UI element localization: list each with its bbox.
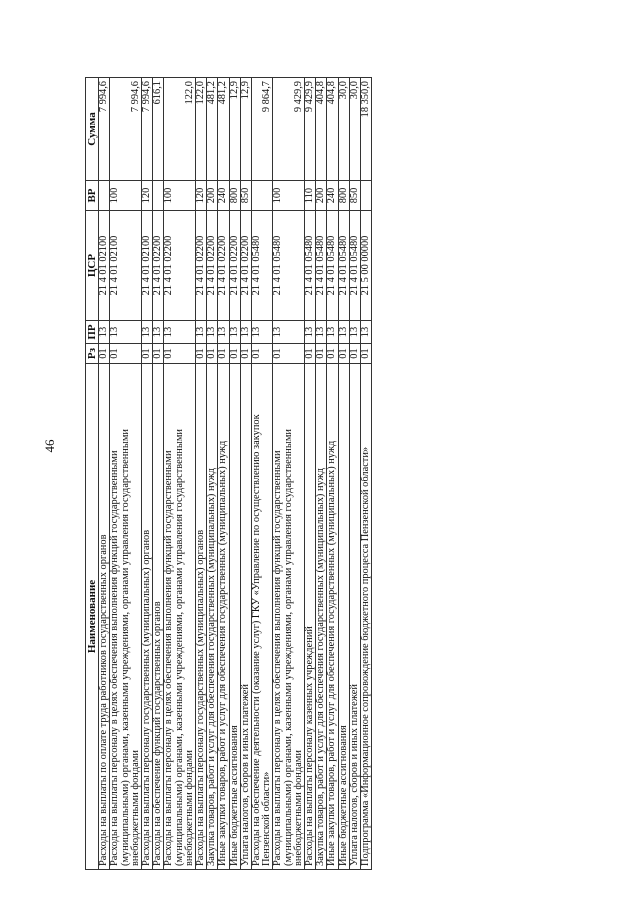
cell-sum: 12,9	[240, 78, 251, 181]
cell-rz: 01	[142, 344, 153, 364]
cell-vr	[99, 181, 110, 211]
cell-rz: 01	[153, 344, 164, 364]
cell-vr	[153, 181, 164, 211]
cell-vr: 120	[142, 181, 153, 211]
cell-rz: 01	[305, 344, 316, 364]
rotated-page	[85, 78, 372, 870]
cell-rz: 01	[164, 344, 196, 364]
table-row	[327, 78, 338, 870]
cell-pr: 13	[273, 321, 305, 344]
cell-rz: 01	[327, 344, 338, 364]
cell-name: Уплата налогов, сборов и иных платежей	[349, 364, 360, 870]
table-row	[207, 78, 218, 870]
cell-name: Уплата налогов, сборов и иных платежей	[240, 364, 251, 870]
cell-rz: 01	[110, 344, 142, 364]
cell-csr: 21 4 01 05480	[316, 211, 327, 321]
cell-rz: 01	[338, 344, 349, 364]
cell-name: Иные бюджетные ассигнования	[338, 364, 349, 870]
cell-csr: 21 4 01 05480	[327, 211, 338, 321]
cell-rz: 01	[316, 344, 327, 364]
cell-csr: 21 4 01 02200	[153, 211, 164, 321]
table-row	[99, 78, 110, 870]
cell-pr: 13	[196, 321, 207, 344]
cell-pr: 13	[327, 321, 338, 344]
table-row	[110, 78, 142, 870]
cell-pr: 13	[164, 321, 196, 344]
cell-vr: 200	[316, 181, 327, 211]
cell-vr: 100	[110, 181, 142, 211]
cell-rz: 01	[273, 344, 305, 364]
cell-sum: 30,0	[349, 78, 360, 181]
cell-csr: 21 4 01 02200	[218, 211, 229, 321]
cell-name: Иные закупки товаров, работ и услуг для обеспечения государственных (муниципальных) нужд	[327, 364, 338, 870]
cell-name: Расходы на обеспечение функций государственных органов	[153, 364, 164, 870]
cell-pr: 13	[240, 321, 251, 344]
cell-vr: 800	[229, 181, 240, 211]
cell-sum: 404,8	[327, 78, 338, 181]
table-row	[240, 78, 251, 870]
cell-name: Закупка товаров, работ и услуг для обеспечения государственных (муниципальных) нужд	[316, 364, 327, 870]
cell-rz: 01	[207, 344, 218, 364]
cell-vr: 240	[218, 181, 229, 211]
cell-name: Расходы на выплаты персоналу казенных учреждений	[305, 364, 316, 870]
cell-rz: 01	[252, 344, 273, 364]
cell-sum: 12,9	[229, 78, 240, 181]
cell-pr: 13	[316, 321, 327, 344]
cell-name: Расходы на выплаты персоналу государственных (муниципальных) органов	[196, 364, 207, 870]
table-row	[229, 78, 240, 870]
cell-sum: 30,0	[338, 78, 349, 181]
cell-sum: 481,2	[218, 78, 229, 181]
header-pr: ПР	[86, 321, 99, 344]
cell-sum: 122,0	[164, 78, 196, 181]
header-sum: Сумма	[86, 78, 99, 181]
table-row	[218, 78, 229, 870]
table-row	[316, 78, 327, 870]
cell-pr: 13	[207, 321, 218, 344]
cell-csr: 21 4 01 02200	[196, 211, 207, 321]
cell-name: Расходы на выплаты персоналу государственных (муниципальных) органов	[142, 364, 153, 870]
cell-rz: 01	[229, 344, 240, 364]
cell-pr: 13	[153, 321, 164, 344]
cell-sum: 9 429,9	[305, 78, 316, 181]
cell-name: Подпрограмма «Информационное сопровождение бюджетного процесса Пензенской области»	[361, 364, 372, 870]
cell-csr: 21 4 01 02200	[164, 211, 196, 321]
table-row	[273, 78, 305, 870]
cell-csr: 21 4 01 02200	[240, 211, 251, 321]
cell-rz: 01	[240, 344, 251, 364]
cell-name: Расходы на выплаты персоналу в целях обеспечения выполнения функций государственными (муниципальными) органами, казенными учреждениями, органами управления государственными внебюджетными фондами	[110, 364, 142, 870]
cell-vr	[361, 181, 372, 211]
header-vr: ВР	[86, 181, 99, 211]
table-row	[338, 78, 349, 870]
cell-sum: 404,8	[316, 78, 327, 181]
table-row	[252, 78, 273, 870]
cell-sum: 9 864,7	[252, 78, 273, 181]
cell-csr: 21 4 01 05480	[252, 211, 273, 321]
cell-csr: 21 4 01 02200	[229, 211, 240, 321]
cell-rz: 01	[99, 344, 110, 364]
cell-sum: 481,2	[207, 78, 218, 181]
cell-sum: 122,0	[196, 78, 207, 181]
cell-csr: 21 4 01 02200	[207, 211, 218, 321]
cell-pr: 13	[349, 321, 360, 344]
cell-sum: 7 994,6	[99, 78, 110, 181]
table-row	[164, 78, 196, 870]
cell-csr: 21 5 00 00000	[361, 211, 372, 321]
table-row	[142, 78, 153, 870]
cell-vr: 120	[196, 181, 207, 211]
cell-rz: 01	[361, 344, 372, 364]
cell-sum: 7 994,6	[142, 78, 153, 181]
cell-pr: 13	[218, 321, 229, 344]
cell-vr: 240	[327, 181, 338, 211]
cell-sum: 18 350,0	[361, 78, 372, 181]
cell-sum: 616,1	[153, 78, 164, 181]
cell-name: Иные закупки товаров, работ и услуг для обеспечения государственных (муниципальных) нужд	[218, 364, 229, 870]
cell-csr: 21 4 01 05480	[305, 211, 316, 321]
table-row	[305, 78, 316, 870]
cell-pr: 13	[305, 321, 316, 344]
cell-pr: 13	[361, 321, 372, 344]
cell-rz: 01	[349, 344, 360, 364]
cell-name: Расходы на выплаты персоналу в целях обеспечения выполнения функций государственными (муниципальными) органами, казенными учреждениями, органами управления государственными внебюджетными фондами	[164, 364, 196, 870]
cell-pr: 13	[229, 321, 240, 344]
table-row	[349, 78, 360, 870]
cell-csr: 21 4 01 02100	[110, 211, 142, 321]
header-csr: ЦСР	[86, 211, 99, 321]
cell-pr: 13	[99, 321, 110, 344]
cell-rz: 01	[196, 344, 207, 364]
table-header-row	[86, 78, 99, 870]
cell-sum: 7 994,6	[110, 78, 142, 181]
cell-csr: 21 4 01 02100	[99, 211, 110, 321]
cell-csr: 21 4 01 05480	[349, 211, 360, 321]
cell-vr: 200	[207, 181, 218, 211]
cell-rz: 01	[218, 344, 229, 364]
page-number: 46	[42, 439, 57, 453]
table-row	[196, 78, 207, 870]
cell-vr: 100	[273, 181, 305, 211]
cell-vr: 100	[164, 181, 196, 211]
cell-csr: 21 4 01 05480	[273, 211, 305, 321]
cell-name: Закупка товаров, работ и услуг для обеспечения государственных (муниципальных) нужд	[207, 364, 218, 870]
budget-table	[85, 77, 372, 870]
cell-vr: 850	[240, 181, 251, 211]
cell-sum: 9 429,9	[273, 78, 305, 181]
cell-name: Расходы на выплаты по оплате труда работников государственных органов	[99, 364, 110, 870]
cell-pr: 13	[338, 321, 349, 344]
cell-vr: 850	[349, 181, 360, 211]
cell-vr: 800	[338, 181, 349, 211]
cell-vr	[252, 181, 273, 211]
table-row	[153, 78, 164, 870]
cell-pr: 13	[142, 321, 153, 344]
table-row	[361, 78, 372, 870]
cell-pr: 13	[110, 321, 142, 344]
cell-name: Иные бюджетные ассигнования	[229, 364, 240, 870]
cell-csr: 21 4 01 05480	[338, 211, 349, 321]
cell-vr: 110	[305, 181, 316, 211]
header-rz: Рз	[86, 344, 99, 364]
cell-name: Расходы на выплаты персоналу в целях обеспечения выполнения функций государственными (муниципальными) органами, казенными учреждениями, органами управления государственными внебюджетными фондами	[273, 364, 305, 870]
cell-csr: 21 4 01 02100	[142, 211, 153, 321]
cell-name: Расходы на обеспечение деятельности (оказание услуг) ГКУ «Управление по осуществлению закупок Пензенской области»	[252, 364, 273, 870]
header-name: Наименование	[86, 364, 99, 870]
cell-pr: 13	[252, 321, 273, 344]
